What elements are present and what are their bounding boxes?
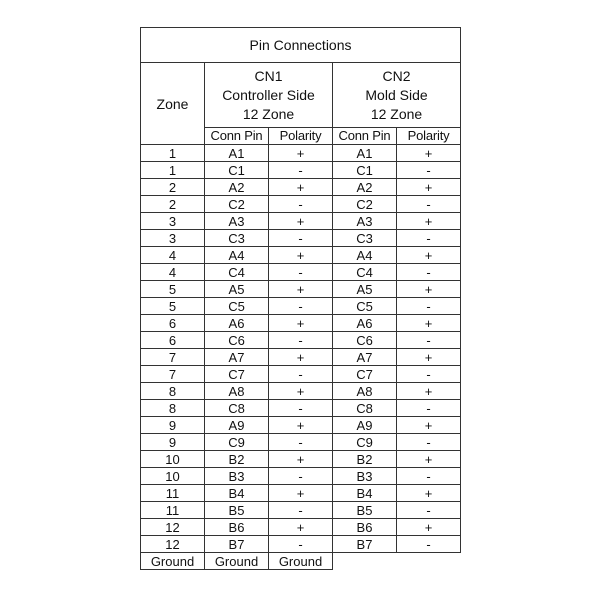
zone-cell: 2: [141, 179, 205, 196]
zone-cell: 11: [141, 502, 205, 519]
cn1-pin-cell: C8: [205, 400, 269, 417]
table-row: [141, 366, 461, 383]
cn1-pin-cell: C1: [205, 162, 269, 179]
zone-cell: 2: [141, 196, 205, 213]
cn2-pin-cell: A5: [333, 281, 397, 298]
cn2-polarity-cell: +: [397, 485, 461, 502]
cn2-polarity-cell: +: [397, 519, 461, 536]
cn2-pin-cell: A2: [333, 179, 397, 196]
table-row: [141, 349, 461, 366]
table-row: [141, 179, 461, 196]
table-row: [141, 213, 461, 230]
table-row: [141, 145, 461, 162]
table-row: [141, 162, 461, 179]
cn2-pin-cell: C4: [333, 264, 397, 281]
cn2-polarity-cell: -: [397, 230, 461, 247]
table-row: [141, 383, 461, 400]
table-row: [141, 400, 461, 417]
cn2-polarity-cell: -: [397, 162, 461, 179]
zone-cell: 3: [141, 213, 205, 230]
pin-connections-table: [140, 27, 461, 570]
cn1-polarity-cell: +: [269, 485, 333, 502]
cn1-pin-cell: B2: [205, 451, 269, 468]
table-row: [141, 332, 461, 349]
zone-cell: 6: [141, 332, 205, 349]
cn1-polarity-cell: +: [269, 247, 333, 264]
zone-header: Zone: [141, 63, 205, 145]
cn2-polarity-cell: -: [397, 264, 461, 281]
cn1-pin-cell: A8: [205, 383, 269, 400]
cn2-pin-cell: A8: [333, 383, 397, 400]
cn1-polarity-cell: +: [269, 417, 333, 434]
cn2-pin-cell: A7: [333, 349, 397, 366]
cn1-header: [205, 63, 333, 128]
cn1-pin-cell: B6: [205, 519, 269, 536]
zone-cell: 8: [141, 400, 205, 417]
cn1-polarity-cell: -: [269, 332, 333, 349]
zone-cell: 12: [141, 519, 205, 536]
cn1-polarity-cell: +: [269, 383, 333, 400]
cn2-polarity-cell: +: [397, 383, 461, 400]
cn1-pin-cell: B3: [205, 468, 269, 485]
cn1-pin-cell: A4: [205, 247, 269, 264]
cn1-polarity-cell: +: [269, 451, 333, 468]
table-row: [141, 502, 461, 519]
cn2-pin-cell: C7: [333, 366, 397, 383]
cn1-pin-cell: C6: [205, 332, 269, 349]
cn1-pin-cell: C9: [205, 434, 269, 451]
cn1-polarity-header: Polarity: [269, 128, 333, 145]
cn2-polarity-cell: +: [397, 213, 461, 230]
cn1-polarity-cell: -: [269, 264, 333, 281]
cn1-polarity-cell: -: [269, 366, 333, 383]
cn1-polarity-cell: +: [269, 145, 333, 162]
zone-cell: 1: [141, 145, 205, 162]
cn1-pin-cell: C5: [205, 298, 269, 315]
cn1-polarity-cell: +: [269, 349, 333, 366]
zone-cell: 9: [141, 417, 205, 434]
ground-cn1-polarity-cell: Ground: [269, 553, 333, 570]
cn2-pin-cell: C5: [333, 298, 397, 315]
cn1-pin-cell: A2: [205, 179, 269, 196]
ground-zone-cell: Ground: [141, 553, 205, 570]
cn1-conn-pin-header: Conn Pin: [205, 128, 269, 145]
cn1-pin-cell: C2: [205, 196, 269, 213]
cn1-pin-cell: B4: [205, 485, 269, 502]
cn1-pin-cell: A6: [205, 315, 269, 332]
cn2-polarity-cell: +: [397, 417, 461, 434]
zone-cell: 1: [141, 162, 205, 179]
table-row: [141, 451, 461, 468]
cn2-pin-cell: B3: [333, 468, 397, 485]
cn2-pin-cell: C6: [333, 332, 397, 349]
cn2-polarity-cell: +: [397, 145, 461, 162]
zone-cell: 5: [141, 298, 205, 315]
table-row: [141, 264, 461, 281]
zone-cell: 10: [141, 451, 205, 468]
zone-cell: 6: [141, 315, 205, 332]
cn2-polarity-header: Polarity: [397, 128, 461, 145]
cn1-side: Controller Side: [222, 86, 315, 103]
cn1-polarity-cell: -: [269, 162, 333, 179]
cn1-polarity-cell: -: [269, 400, 333, 417]
cn2-polarity-cell: -: [397, 536, 461, 553]
cn2-pin-cell: A3: [333, 213, 397, 230]
table-row: [141, 315, 461, 332]
table-row: [141, 298, 461, 315]
table-row: [141, 247, 461, 264]
cn1-pin-cell: B7: [205, 536, 269, 553]
zone-cell: 8: [141, 383, 205, 400]
cn1-polarity-cell: -: [269, 536, 333, 553]
cn2-polarity-cell: +: [397, 315, 461, 332]
cn2-pin-cell: B2: [333, 451, 397, 468]
cn1-polarity-cell: +: [269, 519, 333, 536]
cn2-polarity-cell: -: [397, 196, 461, 213]
cn2-conn-pin-header: Conn Pin: [333, 128, 397, 145]
cn2-polarity-cell: -: [397, 366, 461, 383]
cn2-pin-cell: B7: [333, 536, 397, 553]
table-row: [141, 196, 461, 213]
cn2-polarity-cell: -: [397, 332, 461, 349]
ground-row: [141, 553, 461, 570]
cn2-pin-cell: A6: [333, 315, 397, 332]
table-row: [141, 519, 461, 536]
cn2-polarity-cell: +: [397, 247, 461, 264]
cn2-pin-cell: C2: [333, 196, 397, 213]
zone-cell: 4: [141, 264, 205, 281]
cn1-pin-cell: A5: [205, 281, 269, 298]
cn2-zone-count: 12 Zone: [370, 105, 423, 122]
cn1-pin-cell: C3: [205, 230, 269, 247]
cn1-pin-cell: C7: [205, 366, 269, 383]
cn2-pin-cell: B5: [333, 502, 397, 519]
cn2-pin-cell: C3: [333, 230, 397, 247]
ground-empty-cell: [333, 553, 397, 570]
zone-cell: 11: [141, 485, 205, 502]
table-row: [141, 434, 461, 451]
zone-cell: 4: [141, 247, 205, 264]
table-title: Pin Connections: [141, 28, 461, 63]
cn2-polarity-cell: -: [397, 434, 461, 451]
cn2-pin-cell: C9: [333, 434, 397, 451]
cn2-polarity-cell: +: [397, 179, 461, 196]
cn1-polarity-cell: -: [269, 502, 333, 519]
pin-rows: [141, 145, 461, 553]
table-row: [141, 536, 461, 553]
cn1-polarity-cell: -: [269, 468, 333, 485]
cn2-polarity-cell: -: [397, 298, 461, 315]
cn1-pin-cell: A1: [205, 145, 269, 162]
ground-empty-cell: [397, 553, 461, 570]
cn2-header: [333, 63, 461, 128]
zone-cell: 10: [141, 468, 205, 485]
cn1-polarity-cell: -: [269, 196, 333, 213]
cn2-pin-cell: A4: [333, 247, 397, 264]
table-row: [141, 468, 461, 485]
cn2-polarity-cell: -: [397, 502, 461, 519]
cn1-polarity-cell: +: [269, 213, 333, 230]
zone-cell: 9: [141, 434, 205, 451]
cn1-polarity-cell: +: [269, 315, 333, 332]
zone-cell: 7: [141, 366, 205, 383]
zone-cell: 7: [141, 349, 205, 366]
cn2-name: CN2: [382, 67, 411, 84]
cn2-polarity-cell: -: [397, 468, 461, 485]
cn1-pin-cell: A9: [205, 417, 269, 434]
cn1-pin-cell: A3: [205, 213, 269, 230]
zone-cell: 12: [141, 536, 205, 553]
table-row: [141, 417, 461, 434]
cn2-pin-cell: B6: [333, 519, 397, 536]
cn2-pin-cell: C8: [333, 400, 397, 417]
cn2-pin-cell: C1: [333, 162, 397, 179]
cn2-pin-cell: A9: [333, 417, 397, 434]
cn1-zone-count: 12 Zone: [242, 105, 295, 122]
table-row: [141, 281, 461, 298]
cn1-polarity-cell: +: [269, 281, 333, 298]
cn1-polarity-cell: -: [269, 434, 333, 451]
table-row: [141, 485, 461, 502]
cn2-polarity-cell: +: [397, 281, 461, 298]
cn2-polarity-cell: +: [397, 451, 461, 468]
cn1-name: CN1: [254, 67, 283, 84]
cn2-pin-cell: A1: [333, 145, 397, 162]
cn2-polarity-cell: +: [397, 349, 461, 366]
cn1-pin-cell: A7: [205, 349, 269, 366]
zone-cell: 5: [141, 281, 205, 298]
cn1-polarity-cell: -: [269, 230, 333, 247]
cn2-side: Mold Side: [365, 86, 428, 103]
cn2-polarity-cell: -: [397, 400, 461, 417]
cn1-pin-cell: C4: [205, 264, 269, 281]
cn1-pin-cell: B5: [205, 502, 269, 519]
zone-cell: 3: [141, 230, 205, 247]
cn2-pin-cell: B4: [333, 485, 397, 502]
ground-cn1-pin-cell: Ground: [205, 553, 269, 570]
cn1-polarity-cell: +: [269, 179, 333, 196]
table-row: [141, 230, 461, 247]
cn1-polarity-cell: -: [269, 298, 333, 315]
